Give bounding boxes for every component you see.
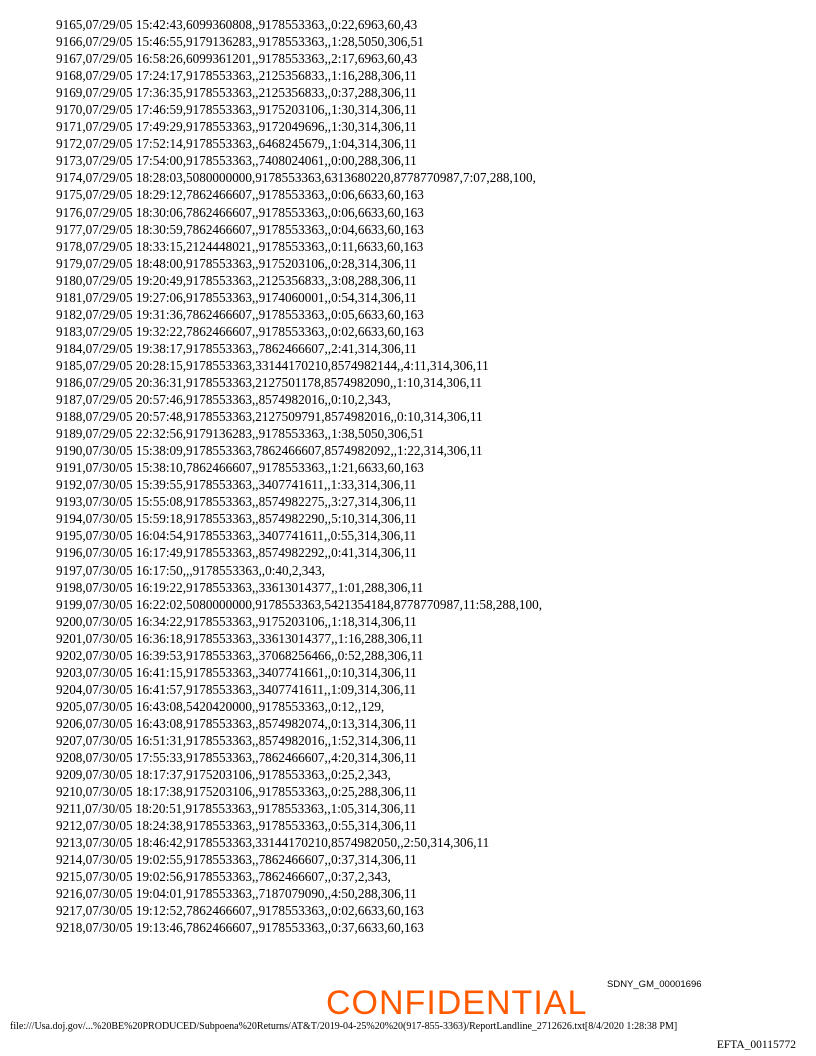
record-line: 9181,07/29/05 19:27:06,9178553363,,9174060001,,0:54,314,306,11 xyxy=(56,289,417,305)
record-line: 9185,07/29/05 20:28:15,9178553363,33144170210,8574982144,,4:11,314,306,11 xyxy=(56,357,489,373)
record-line: 9165,07/29/05 15:42:43,6099360808,,9178553363,,0:22,6963,60,43 xyxy=(56,17,418,32)
record-line: 9215,07/30/05 19:02:56,9178553363,,7862466607,,0:37,2,343, xyxy=(56,869,391,885)
call-records-list xyxy=(56,16,796,937)
record-line: 9170,07/29/05 17:46:59,9178553363,,9175203106,,1:30,314,306,11 xyxy=(56,102,417,118)
record-line: 9167,07/29/05 16:58:26,6099361201,,9178553363,,2:17,6963,60,43 xyxy=(56,51,418,67)
record-line: 9175,07/29/05 18:29:12,7862466607,,9178553363,,0:06,6633,60,163 xyxy=(56,187,424,203)
record-line: 9168,07/29/05 17:24:17,9178553363,,2125356833,,1:16,288,306,11 xyxy=(56,68,417,84)
record-line: 9186,07/29/05 20:36:31,9178553363,2127501178,8574982090,,1:10,314,306,11 xyxy=(56,374,483,390)
record-line: 9193,07/30/05 15:55:08,9178553363,,8574982275,,3:27,314,306,11 xyxy=(56,494,417,510)
record-line: 9202,07/30/05 16:39:53,9178553363,,37068256466,,0:52,288,306,11 xyxy=(56,647,424,663)
record-line: 9182,07/29/05 19:31:36,7862466607,,9178553363,,0:05,6633,60,163 xyxy=(56,306,424,322)
record-line: 9209,07/30/05 18:17:37,9175203106,,9178553363,,0:25,2,343, xyxy=(56,767,391,783)
record-line: 9212,07/30/05 18:24:38,9178553363,,9178553363,,0:55,314,306,11 xyxy=(56,818,417,834)
record-line: 9180,07/29/05 19:20:49,9178553363,,2125356833,,3:08,288,306,11 xyxy=(56,272,417,288)
record-line: 9198,07/30/05 16:19:22,9178553363,,33613014377,,1:01,288,306,11 xyxy=(56,579,424,595)
record-line: 9201,07/30/05 16:36:18,9178553363,,33613014377,,1:16,288,306,11 xyxy=(56,630,424,646)
record-line: 9211,07/30/05 18:20:51,9178553363,,9178553363,,1:05,314,306,11 xyxy=(56,801,417,817)
efta-identifier: EFTA_00115772 xyxy=(716,1039,796,1051)
record-line: 9208,07/30/05 17:55:33,9178553363,,7862466607,,4:20,314,306,11 xyxy=(56,750,417,766)
confidential-watermark: CONFIDENTIAL xyxy=(326,984,588,1022)
record-line: 9207,07/30/05 16:51:31,9178553363,,8574982016,,1:52,314,306,11 xyxy=(56,732,417,748)
record-line: 9190,07/30/05 15:38:09,9178553363,7862466607,8574982092,,1:22,314,306,11 xyxy=(56,443,483,459)
record-line: 9194,07/30/05 15:59:18,9178553363,,8574982290,,5:10,314,306,11 xyxy=(56,511,417,527)
record-line: 9188,07/29/05 20:57:48,9178553363,2127509791,8574982016,,0:10,314,306,11 xyxy=(56,409,483,425)
record-line: 9184,07/29/05 19:38:17,9178553363,,7862466607,,2:41,314,306,11 xyxy=(56,340,417,356)
record-line: 9189,07/29/05 22:32:56,9179136283,,9178553363,,1:38,5050,306,51 xyxy=(56,426,424,442)
record-line: 9214,07/30/05 19:02:55,9178553363,,7862466607,,0:37,314,306,11 xyxy=(56,852,417,868)
record-line: 9213,07/30/05 18:46:42,9178553363,33144170210,8574982050,,2:50,314,306,11 xyxy=(56,835,490,851)
record-line: 9172,07/29/05 17:52:14,9178553363,,6468245679,,1:04,314,306,11 xyxy=(56,136,417,152)
bates-stamp: SDNY_GM_00001696 xyxy=(607,979,702,990)
record-line: 9178,07/29/05 18:33:15,2124448021,,9178553363,,0:11,6633,60,163 xyxy=(56,238,424,254)
record-line: 9169,07/29/05 17:36:35,9178553363,,2125356833,,0:37,288,306,11 xyxy=(56,85,417,101)
record-line: 9197,07/30/05 16:17:50,,,9178553363,,0:40,2,343, xyxy=(56,562,325,578)
record-line: 9217,07/30/05 19:12:52,7862466607,,9178553363,,0:02,6633,60,163 xyxy=(56,903,424,919)
record-line: 9192,07/30/05 15:39:55,9178553363,,3407741611,,1:33,314,306,11 xyxy=(56,477,417,493)
source-file-path: file:///Usa.doj.gov/...%20BE%20PRODUCED/Subpoena%20Returns/AT&T/2019-04-25%20%20(917-855-3363)/ReportLandline_2712626.txt[8/4/2020 1:28:38 PM] xyxy=(10,1021,678,1032)
record-line: 9177,07/29/05 18:30:59,7862466607,,9178553363,,0:04,6633,60,163 xyxy=(56,221,424,237)
record-line: 9183,07/29/05 19:32:22,7862466607,,9178553363,,0:02,6633,60,163 xyxy=(56,323,424,339)
record-line: 9187,07/29/05 20:57:46,9178553363,,8574982016,,0:10,2,343, xyxy=(56,392,391,408)
record-line: 9195,07/30/05 16:04:54,9178553363,,3407741611,,0:55,314,306,11 xyxy=(56,528,417,544)
record-line: 9166,07/29/05 15:46:55,9179136283,,9178553363,,1:28,5050,306,51 xyxy=(56,34,424,50)
record-line: 9206,07/30/05 16:43:08,9178553363,,8574982074,,0:13,314,306,11 xyxy=(56,715,417,731)
record-line: 9218,07/30/05 19:13:46,7862466607,,9178553363,,0:37,6633,60,163 xyxy=(56,920,424,936)
record-line: 9173,07/29/05 17:54:00,9178553363,,7408024061,,0:00,288,306,11 xyxy=(56,153,417,169)
record-line: 9203,07/30/05 16:41:15,9178553363,,3407741661,,0:10,314,306,11 xyxy=(56,664,417,680)
record-line: 9171,07/29/05 17:49:29,9178553363,,9172049696,,1:30,314,306,11 xyxy=(56,119,417,135)
record-line: 9191,07/30/05 15:38:10,7862466607,,9178553363,,1:21,6633,60,163 xyxy=(56,460,424,476)
record-line: 9179,07/29/05 18:48:00,9178553363,,9175203106,,0:28,314,306,11 xyxy=(56,255,417,271)
record-line: 9174,07/29/05 18:28:03,5080000000,9178553363,6313680220,8778770987,7:07,288,100, xyxy=(56,170,536,186)
record-line: 9176,07/29/05 18:30:06,7862466607,,9178553363,,0:06,6633,60,163 xyxy=(56,204,424,220)
record-line: 9200,07/30/05 16:34:22,9178553363,,9175203106,,1:18,314,306,11 xyxy=(56,613,417,629)
record-line: 9205,07/30/05 16:43:08,5420420000,,9178553363,,0:12,,129, xyxy=(56,698,385,714)
record-line: 9196,07/30/05 16:17:49,9178553363,,8574982292,,0:41,314,306,11 xyxy=(56,545,417,561)
record-line: 9210,07/30/05 18:17:38,9175203106,,9178553363,,0:25,288,306,11 xyxy=(56,784,417,800)
record-line: 9199,07/30/05 16:22:02,5080000000,9178553363,5421354184,8778770987,11:58,288,100, xyxy=(56,596,542,612)
record-line: 9204,07/30/05 16:41:57,9178553363,,3407741611,,1:09,314,306,11 xyxy=(56,681,417,697)
record-line: 9216,07/30/05 19:04:01,9178553363,,7187079090,,4:50,288,306,11 xyxy=(56,886,417,902)
